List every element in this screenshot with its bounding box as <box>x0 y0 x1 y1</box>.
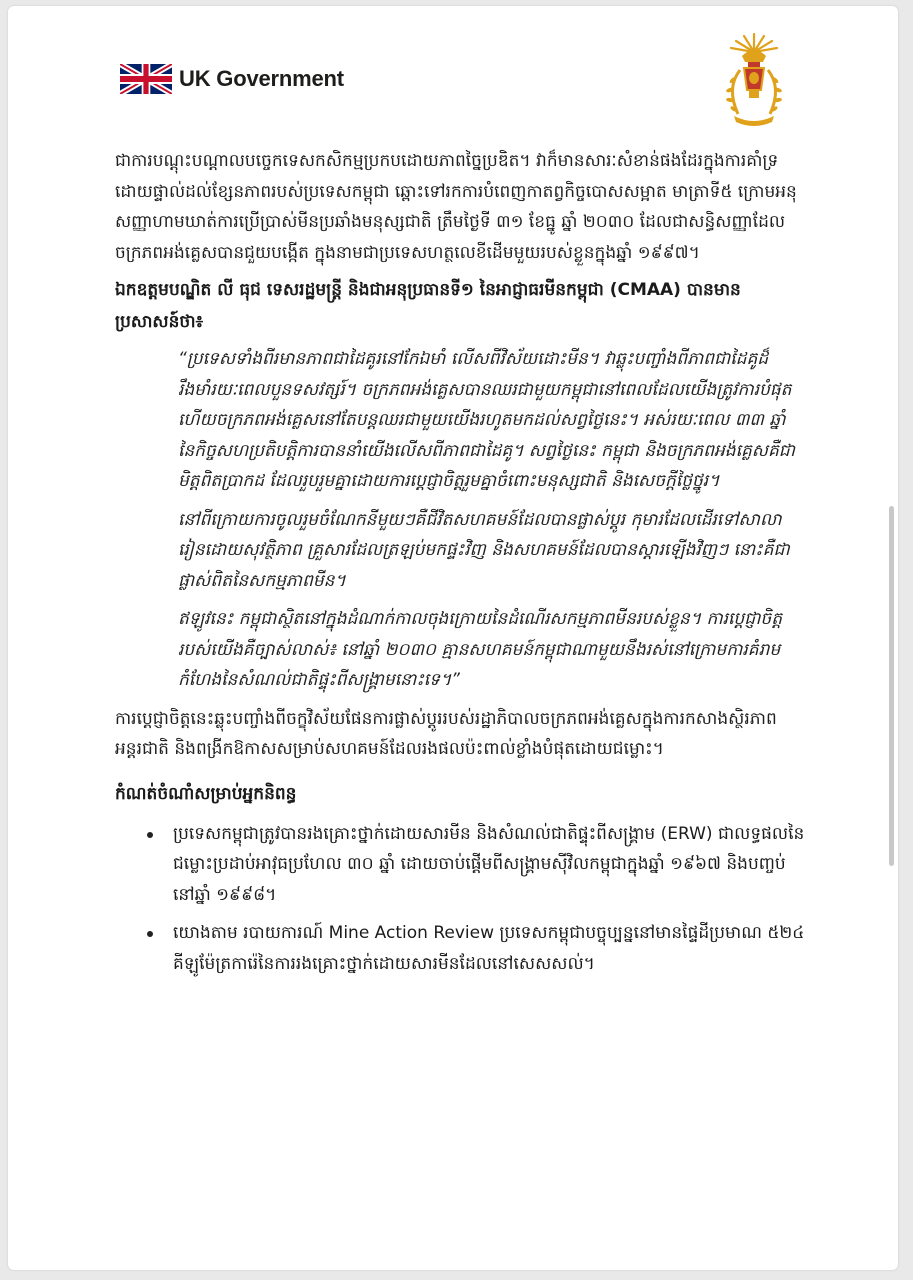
bullet-icon <box>147 931 153 937</box>
union-jack-icon <box>120 64 172 94</box>
scrollbar[interactable] <box>889 506 894 866</box>
uk-government-logo <box>120 64 344 94</box>
cambodia-crest-icon <box>716 30 792 130</box>
quote-paragraph: នៅពីក្រោយការចូលរួមចំណែកនីមួយៗគឺជីវិតសហគមន៍ដែលបានផ្លាស់ប្តូរ កុមារដែលដើរទៅសាលារៀនដោយសុវត្ថិភាព គ្រួសារដែលត្រឡប់មកផ្ទះវិញ និងសហគមន៍ដែលបានស្តារឡើងវិញៗ នោះគឺជាផ្លាស់ពិតនៃសកម្មភាពមីន។ <box>178 509 790 591</box>
quote-paragraph: ឥឡូវនេះ កម្ពុជាស្ថិតនៅក្នុងដំណាក់កាលចុងក្រោយនៃដំណើរសកម្មភាពមីនរបស់ខ្លួន។ ការប្តេជ្ញាចិត្តរបស់យើងគឺច្បាស់លាស់៖ នៅឆ្នាំ ២០៣០ គ្មានសហគមន៍កម្ពុជាណាមួយនឹងរស់នៅក្រោមការគំរាមកំហែងនៃសំណល់ជាតិផ្ទុះពីសង្គ្រាមនោះទេ។” <box>178 609 782 690</box>
org-name: UK Government <box>179 66 344 91</box>
notes-heading: កំណត់ចំណាំសម្រាប់អ្នកនិពន្ធ <box>115 783 297 804</box>
quote-paragraph: “ប្រទេសទាំងពីរមានភាពជាដៃគូរនៅកែឯមាំ លើសពីវិស័យដោះមីន។ វាឆ្លុះបញ្ចាំងពីភាពជាដៃគូដ៏រឹងមាំរយៈពេលបួនទសវត្សរ៍។ ចក្រភពអង់គ្លេសបានឈរជាមួយកម្ពុជានៅពេលដែលយើងត្រូវការបំផុត ហើយចក្រភពអង់គ្លេសនៅតែបន្តឈរជាមួយយើងរហូតមកដល់សព្វថ្ងៃនេះ។ អស់រយៈពេល ៣៣ ឆ្នាំនៃកិច្ចសហប្រតិបត្តិការបាននាំយើងលើសពីភាពជាដៃគូ។ សព្វថ្ងៃនេះ កម្ពុជា និងចក្រភពអង់គ្លេសគឺជាមិត្តពិតប្រាកដ ដែលរួបរួមគ្នាដោយការប្តេជ្ញាចិត្តរួមគ្នាចំពោះមនុស្សជាតិ និងសេចក្តីថ្លៃថ្នូរ។ <box>178 349 795 491</box>
document-header <box>8 6 898 126</box>
bullet-icon <box>147 832 153 838</box>
document-page <box>8 6 898 1270</box>
document-body <box>115 146 805 987</box>
list-item <box>155 918 805 979</box>
speaker-attribution: ឯកឧត្តមបណ្ឌិត លី ធុជ ទេសរដ្ឋមន្ត្រី និងជាអនុប្រធានទី១ នៃអាជ្ញាធរមីនកម្ពុជា (CMAA) បានមានប្រសាសន៍ថា៖ <box>115 280 741 332</box>
notes-list <box>115 819 805 980</box>
closing-paragraph: ការប្តេជ្ញាចិត្តនេះឆ្លុះបញ្ចាំងពីចក្ខុវិស័យផែនការផ្លាស់ប្តូររបស់រដ្ឋាភិបាលចក្រភពអង់គ្លេសក្នុងការកសាងស្ថិរភាពអន្តរជាតិ និងពង្រីកឱកាសសម្រាប់សហគមន៍ដែលរងផលប៉ះពាល់ខ្លាំងបំផុតដោយជម្លោះ។ <box>115 708 777 759</box>
note-text: ប្រទេសកម្ពុជាត្រូវបានរងគ្រោះថ្នាក់ដោយសារមីន និងសំណល់ជាតិផ្ទុះពីសង្គ្រាម (ERW) ជាលទ្ធផលនៃជម្លោះប្រដាប់អាវុធប្រហែល ៣០ ឆ្នាំ ដោយចាប់ផ្តើមពីសង្គ្រាមស៊ីវិលកម្ពុជាក្នុងឆ្នាំ ១៩៦៧ និងបញ្ចប់នៅឆ្នាំ ១៩៩៨។ <box>173 823 805 905</box>
note-text: យោងតាម របាយការណ៍ Mine Action Review ប្រទេសកម្ពុជាបច្ចុប្បន្ននៅមានផ្ទៃដីប្រមាណ ៥២៤ គីឡូម៉ែត្រការ៉េនៃការរងគ្រោះថ្នាក់ដោយសារមីនដែលនៅសេសសល់។ <box>173 923 805 974</box>
intro-paragraph: ជាការបណ្តុះបណ្តាលបច្ចេកទេសកសិកម្មប្រកបដោយភាពច្នៃប្រឌិត។ វាក៏មានសារៈសំខាន់ផងដែរក្នុងការគាំទ្រដោយផ្ទាល់ដល់ខ្សែនភាពរបស់ប្រទេសកម្ពុជា ឆ្ពោះទៅរកការបំពេញកាតព្វកិច្ចបោសសម្អាត មាត្រាទី៥ ក្រោមអនុសញ្ញាហាមឃាត់ការប្រើប្រាស់មីនប្រឆាំងមនុស្សជាតិ ត្រឹមថ្ងៃទី ៣១ ខែធ្នូ ឆ្នាំ ២០៣០ ដែលជាសន្ធិសញ្ញាដែលចក្រភពអង់គ្លេសបានជួយបង្កើត ក្នុងនាមជាប្រទេសហត្ថលេខីដើមមួយរបស់ខ្លួនក្នុងឆ្នាំ ១៩៩៧។ <box>115 151 797 263</box>
list-item <box>155 819 805 911</box>
